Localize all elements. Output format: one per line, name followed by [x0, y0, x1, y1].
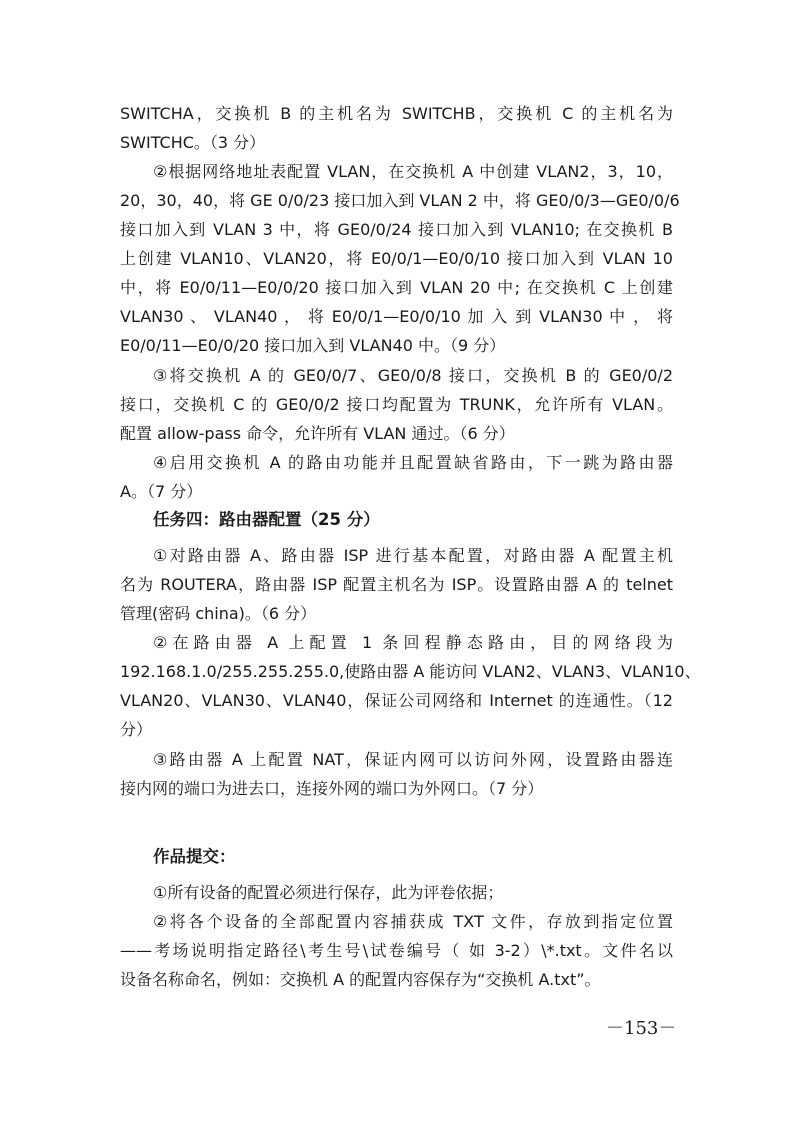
text-line: A。（7 分） [120, 482, 203, 501]
text-line: 管理(密码 china)。（6 分） [120, 604, 317, 623]
text-line: ③将交换机 A 的 GE0/0/7、GE0/0/8 接口，交换机 B 的 GE0/0/2 [153, 366, 673, 385]
text-line: ②在路由器 A 上配置 1 条回程静态路由，目的网络段为 [153, 633, 673, 652]
text-line: SWITCHC。（3 分） [120, 133, 266, 152]
text-line: ②将各个设备的全部配置内容捕获成 TXT 文件，存放到指定位置 [153, 912, 673, 931]
section-heading-submit: 作品提交： [153, 847, 236, 866]
text-line: 中，将 E0/0/11—E0/0/20 接口加入到 VLAN 20 中; 在交换机 C 上创建 [120, 278, 673, 297]
text-line: 上创建 VLAN10、VLAN20，将 E0/0/1—E0/0/10 接口加入到 VLAN 10 [120, 249, 673, 268]
text-line: ①所有设备的配置必须进行保存，此为评卷依据； [153, 883, 504, 902]
text-line: SWITCHA，交换机 B 的主机名为 SWITCHB，交换机 C 的主机名为 [120, 104, 673, 123]
text-line: ——考场说明指定路径\考生号\试卷编号（ 如 3-2）\*.txt。文件名以 [120, 941, 673, 960]
text-line: 接内网的端口为进去口，连接外网的端口为外网口。（7 分） [120, 779, 544, 798]
page-number: －153－ [606, 1018, 677, 1039]
text-line: VLAN30 、 VLAN40 ， 将 E0/0/1—E0/0/10 加 入 到 VLAN30 中 ， 将 [120, 307, 673, 326]
text-line: ①对路由器 A、路由器 ISP 进行基本配置，对路由器 A 配置主机 [153, 546, 673, 565]
text-line: 接口加入到 VLAN 3 中，将 GE0/0/24 接口加入到 VLAN10; 在交换机 B [120, 220, 673, 239]
text-line: VLAN20、VLAN30、VLAN40，保证公司网络和 Internet 的连通性。（12 [120, 691, 673, 710]
section-heading-task4: 任务四：路由器配置（25 分） [153, 510, 380, 529]
text-line: 设备名称命名，例如：交换机 A 的配置内容保存为“交换机 A.txt”。 [120, 970, 601, 989]
text-line: ②根据网络地址表配置 VLAN，在交换机 A 中创建 VLAN2，3，10， [153, 162, 673, 181]
text-line: ③路由器 A 上配置 NAT，保证内网可以访问外网，设置路由器连 [153, 750, 673, 769]
text-line: 192.168.1.0/255.255.255.0,使路由器 A 能访问 VLAN2、VLAN3、VLAN10、 [120, 662, 701, 681]
text-line: E0/0/11—E0/0/20 接口加入到 VLAN40 中。（9 分） [120, 336, 506, 355]
text-line: ④启用交换机 A 的路由功能并且配置缺省路由，下一跳为路由器 [153, 453, 673, 472]
text-line: 分） [120, 720, 153, 739]
text-line: 配置 allow-pass 命令，允许所有 VLAN 通过。（6 分） [120, 424, 515, 443]
text-line: 名为 ROUTERA，路由器 ISP 配置主机名为 ISP。设置路由器 A 的 telnet [120, 575, 673, 594]
text-line: 接口，交换机 C 的 GE0/0/2 接口均配置为 TRUNK，允许所有 VLAN。 [120, 395, 673, 414]
text-line: 20，30，40，将 GE 0/0/23 接口加入到 VLAN 2 中，将 GE0/0/3—GE0/0/6 [120, 191, 680, 210]
